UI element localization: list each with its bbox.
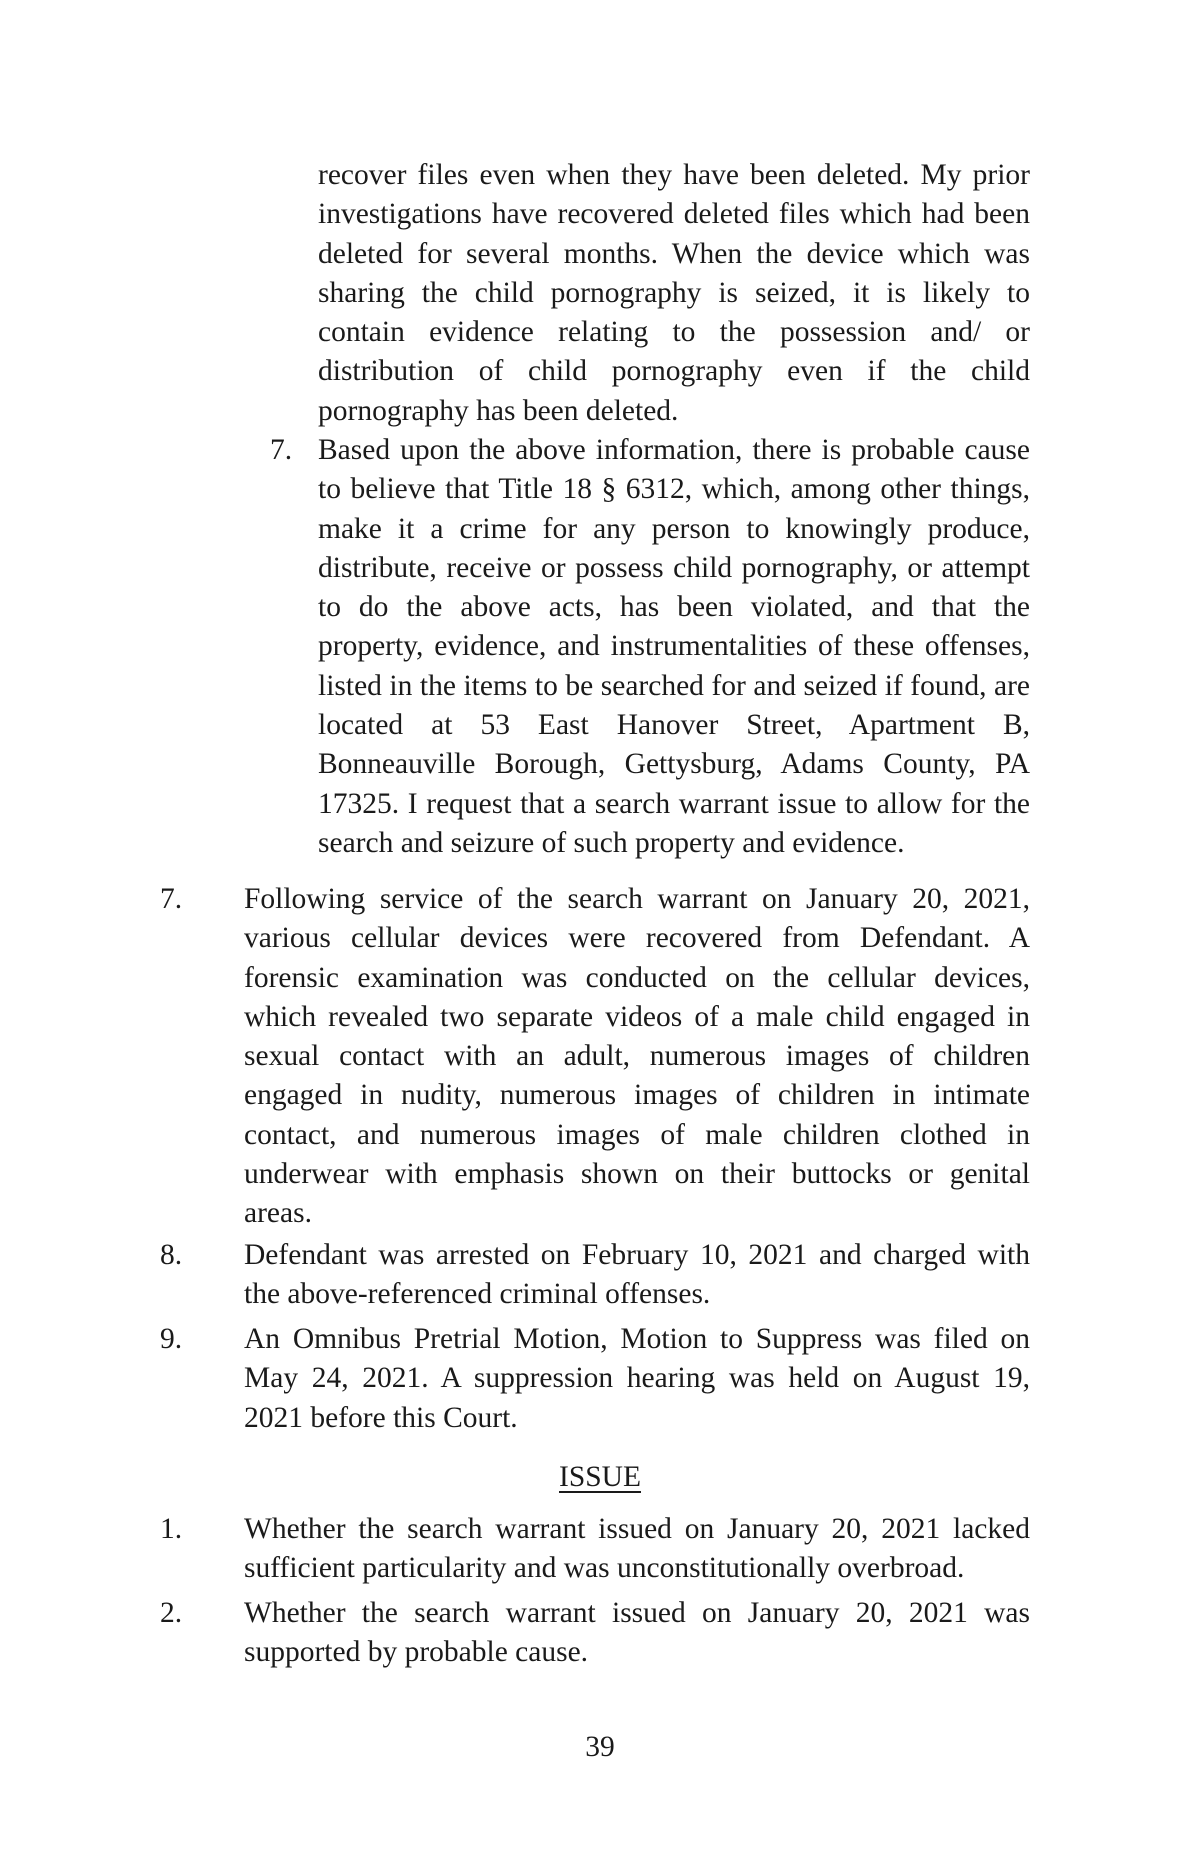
fact-number: 7. <box>160 883 183 915</box>
affidavit-item-number: 7. <box>270 434 293 466</box>
issue-paragraph: Whether the search warrant issued on January 20, 2021 lacked sufficient particularity and was unconstitutionally overbroad. <box>244 1513 1030 1585</box>
fact-paragraph: Following service of the search warrant on January 20, 2021, various cellular devices were recovered from Defendant. A forensic examination was conducted on the cellular devices, which revealed two separate videos of a male child engaged in sexual contact with an adult, numerous images of children engaged in nudity, numerous images of children in intimate contact, and numerous images of male children clothed in underwear with emphasis shown on their buttocks or genital areas. <box>244 883 1030 1230</box>
fact-number: 8. <box>160 1239 183 1271</box>
issue-number: 2. <box>160 1597 183 1629</box>
issue-heading <box>0 1458 1200 1497</box>
issue-heading-text: ISSUE <box>559 1461 641 1493</box>
issue-paragraph: Whether the search warrant issued on January 20, 2021 was supported by probable cause. <box>244 1597 1030 1669</box>
affidavit-item-paragraph: Based upon the above information, there is probable cause to believe that Title 18 § 6312, which, among other things, make it a crime for any person to knowingly produce, distribute, receive or possess child pornography, or attempt to do the above acts, has been violated, and that the property, evidence, and instrumentalities of these offenses, listed in the items to be searched for and seized if found, are located at 53 East Hanover Street, Apartment B, Bonneauville Borough, Gettysburg, Adams County, PA 17325. I request that a search warrant issue to allow for the search and seizure of such property and evidence. <box>318 434 1030 859</box>
affidavit-continuation-paragraph: recover files even when they have been deleted. My prior investigations have recovered deleted files which had been deleted for several months. When the device which was sharing the child pornography is seized, it is likely to contain evidence relating to the possession and/ or distribution of child pornography even if the child pornography has been deleted. <box>318 159 1030 427</box>
page-number: 39 <box>585 1731 615 1763</box>
fact-paragraph: Defendant was arrested on February 10, 2021 and charged with the above-referenced criminal offenses. <box>244 1239 1030 1311</box>
issue-number: 1. <box>160 1513 183 1545</box>
fact-paragraph: An Omnibus Pretrial Motion, Motion to Suppress was filed on May 24, 2021. A suppression hearing was held on August 19, 2021 before this Court. <box>244 1323 1030 1434</box>
fact-number: 9. <box>160 1323 183 1355</box>
